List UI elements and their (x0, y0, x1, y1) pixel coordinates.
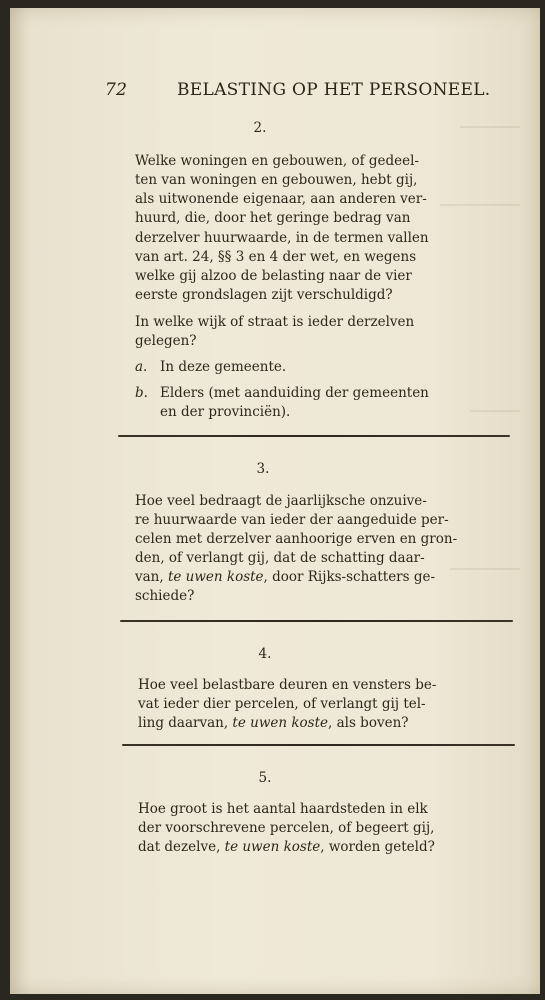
text-line: Welke woningen en gebouwen, of gedeel- (135, 153, 419, 169)
running-title: BELASTING OP HET PERSONEEL. (177, 80, 491, 100)
show-through (440, 204, 520, 206)
item-text: In deze gemeente. (160, 359, 287, 375)
text-line: welke gij alzoo de belasting naar de vier (135, 268, 412, 284)
section-number: 2. (253, 120, 267, 136)
show-through (470, 410, 520, 412)
text-line: van art. 24, §§ 3 en 4 der wet, en wegens (135, 249, 417, 265)
item-marker: b. (135, 385, 148, 401)
text-line: als uitwonende eigenaar, aan anderen ver- (135, 191, 427, 207)
text-line: vat ieder dier percelen, of verlangt gij tel- (138, 696, 426, 712)
text-line: van, te uwen koste, door Rijks-schatters ge- (135, 569, 436, 585)
text-line: celen met derzelver aanhoorige erven en gron- (135, 531, 458, 547)
text-line: Hoe veel belastbare deuren en vensters be- (138, 677, 437, 693)
page-number: 72 (105, 80, 128, 100)
text-line: huurd, die, door het geringe bedrag van (135, 210, 411, 226)
text-line: schiede? (135, 588, 195, 604)
text-line: ten van woningen en gebouwen, hebt gij, (135, 172, 418, 188)
section-number: 5. (258, 770, 272, 786)
text-line: In welke wijk of straat is ieder derzelven (135, 314, 415, 330)
divider-rule (122, 744, 515, 746)
text-line: gelegen? (135, 333, 197, 349)
item-marker: a. (135, 359, 148, 375)
item-text: Elders (met aanduiding der gemeenten (160, 385, 429, 401)
text-line: Hoe groot is het aantal haardsteden in elk (138, 801, 428, 817)
italic-phrase: te uwen koste (224, 839, 321, 855)
italic-phrase: te uwen koste (232, 715, 329, 731)
italic-phrase: te uwen koste (167, 569, 264, 585)
divider-rule (120, 620, 513, 622)
text-line: ling daarvan, te uwen koste, als boven? (138, 715, 409, 731)
text-line: dat dezelve, te uwen koste, worden geteld? (138, 839, 435, 855)
text-line: den, of verlangt gij, dat de schatting daar- (135, 550, 425, 566)
text-line: Hoe veel bedraagt de jaarlijksche onzuive- (135, 493, 427, 509)
text-line: eerste grondslagen zijt verschuldigd? (135, 287, 393, 303)
section-number: 4. (258, 646, 272, 662)
item-text: en der provinciën). (160, 404, 291, 420)
text-line: re huurwaarde van ieder der aangeduide per- (135, 512, 449, 528)
text-line: derzelver huurwaarde, in de termen vallen (135, 230, 429, 246)
text-line: der voorschrevene percelen, of begeert gij, (138, 820, 435, 836)
show-through (450, 568, 520, 570)
show-through (460, 126, 520, 128)
divider-rule (118, 435, 510, 437)
section-number: 3. (256, 461, 270, 477)
